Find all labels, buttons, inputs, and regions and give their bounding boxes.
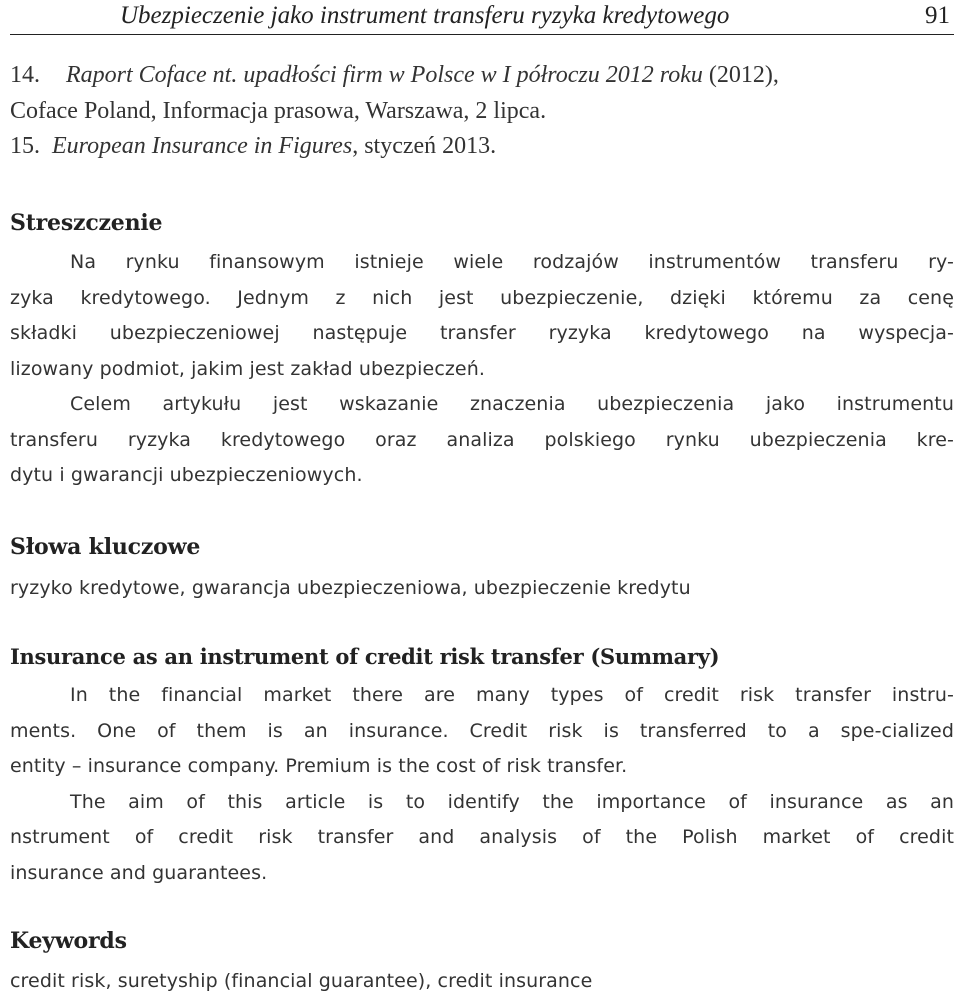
paragraph-line: ments. One of them is an insurance. Credit risk is transferred to a spe-cialized [10,719,954,742]
paragraph-line: lizowany podmiot, jakim jest zakład ubezpieczeń. [10,357,486,380]
reference-number: 14. [10,62,40,88]
keywords-line: ryzyko kredytowe, gwarancja ubezpieczeniowa, ubezpieczenie kredytu [10,577,691,599]
paragraph-line: entity – insurance company. Premium is the cost of risk transfer. [10,755,628,777]
running-title: Ubezpieczenie jako instrument transferu ryzyka kredytowego [120,2,730,29]
reference-title: Raport Coface nt. upadłości firm w Polsce w I półroczu 2012 roku [66,62,703,88]
summary-body [10,678,954,891]
page-number: 91 [925,2,950,29]
document-page [10,0,954,1001]
reference-item-14-continued: Coface Poland, Informacja prasowa, Warszawa, 2 lipca. [10,97,547,124]
paragraph-line: zyka kredytowego. Jednym z nich jest ubezpieczenie, dzięki któremu za cenę [10,286,954,309]
reference-item-14 [10,58,954,94]
paragraph-line: składki ubezpieczeniowej następuje transfer ryzyka kredytowego na wyspecja- [10,322,954,344]
paragraph-line: insurance and guarantees. [10,861,268,884]
summary-heading: Insurance as an instrument of credit risk transfer (Summary) [10,644,720,669]
paragraph-line: Na rynku finansowym istnieje wiele rodzajów instrumentów transferu ry- [70,251,954,273]
running-header [10,0,954,35]
reference-details: , styczeń 2013. [352,133,497,159]
reference-number: 15. [10,133,40,159]
reference-title: European Insurance in Figures [52,133,353,159]
paragraph-line: In the financial market there are many types of credit risk transfer instru- [70,684,954,706]
paragraph-line: dytu i gwarancji ubezpieczeniowych. [10,464,363,486]
paragraph-line: The aim of this article is to identify the importance of insurance as an [70,790,954,813]
streszczenie-heading: Streszczenie [10,210,163,236]
keywords-heading: Keywords [10,928,127,954]
slowa-kluczowe-body [10,571,954,607]
keywords-line: credit risk, suretyship (financial guarantee), credit insurance [10,970,593,992]
paragraph-line: nstrument of credit risk transfer and analysis of the Polish market of credit [10,826,954,848]
reference-item-15 [10,129,954,165]
reference-details: (2012), [702,62,779,88]
paragraph-line: transferu ryzyka kredytowego oraz analiza polskiego rynku ubezpieczenia kre- [10,428,954,451]
keywords-body [10,964,954,1000]
reference-list [10,58,954,165]
paragraph-line: Celem artykułu jest wskazanie znaczenia ubezpieczenia jako instrumentu [70,393,954,415]
streszczenie-body [10,245,954,494]
slowa-kluczowe-heading: Słowa kluczowe [10,534,201,560]
